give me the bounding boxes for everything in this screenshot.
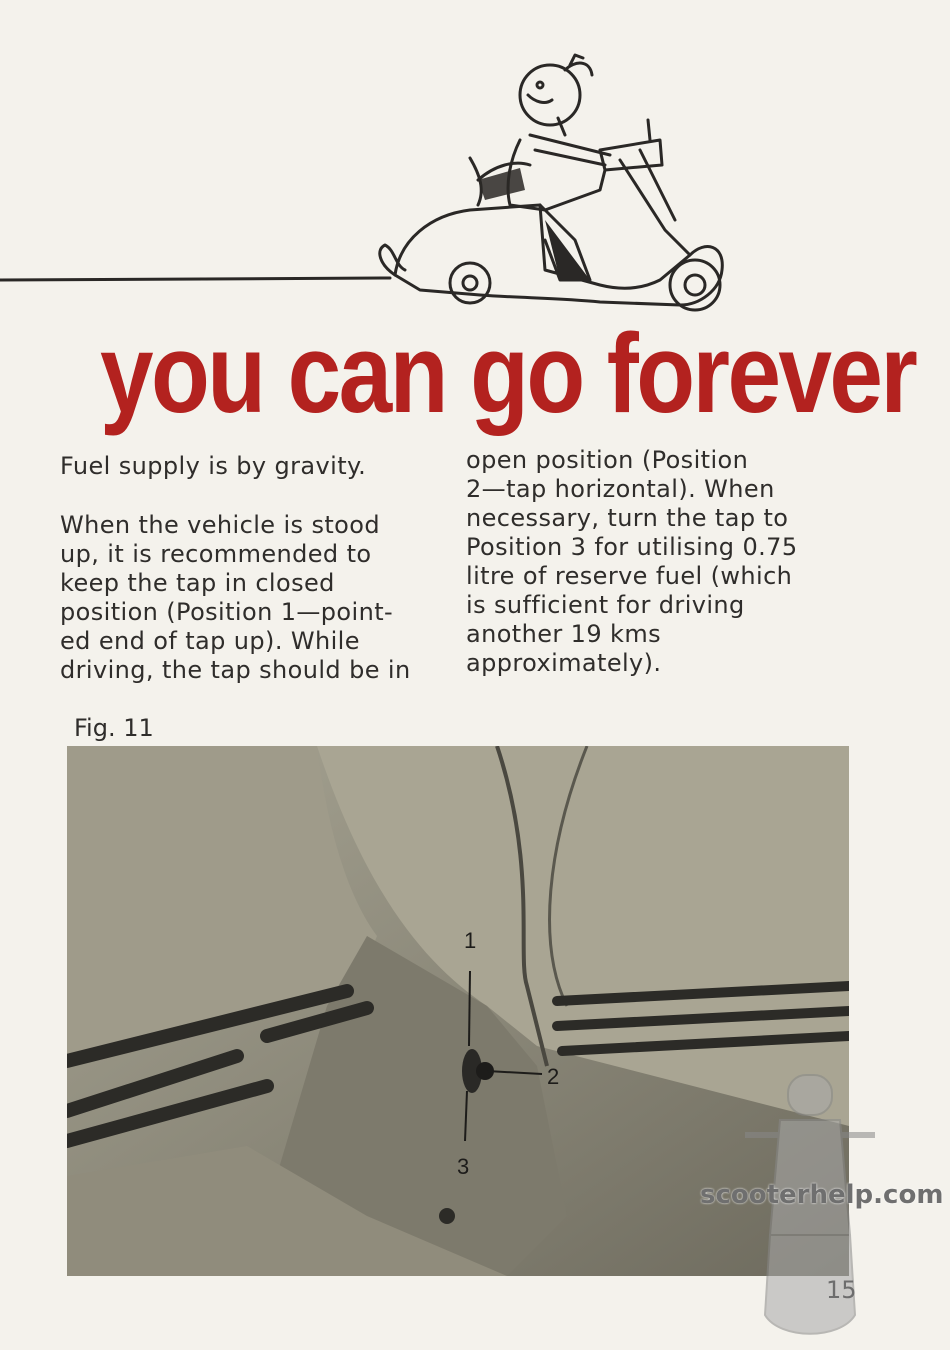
right-column bbox=[466, 446, 846, 678]
text-line: litre of reserve fuel (which bbox=[466, 562, 793, 590]
text-line: necessary, turn the tap to bbox=[466, 504, 789, 532]
page-number: 15 bbox=[826, 1276, 857, 1304]
text-line: ed end of tap up). While bbox=[60, 627, 360, 655]
text-line: approximately). bbox=[466, 649, 662, 677]
website-watermark: scooterhelp.com bbox=[700, 1180, 944, 1210]
callout-2: 2 bbox=[547, 1064, 560, 1089]
text-line: driving, the tap should be in bbox=[60, 656, 411, 684]
text-line: open position (Position bbox=[466, 446, 749, 474]
text-line: is sufficient for driving bbox=[466, 591, 745, 619]
gravity-paragraph: Fuel supply is by gravity. bbox=[60, 452, 367, 480]
text-line: another 19 kms bbox=[466, 620, 662, 648]
scooter-rider-illustration bbox=[0, 40, 950, 340]
text-line: 2—tap horizontal). When bbox=[466, 475, 775, 503]
text-line: When the vehicle is stood bbox=[60, 511, 380, 539]
text-line: position (Position 1—point- bbox=[60, 598, 394, 626]
callout-1: 1 bbox=[464, 928, 477, 953]
figure-label: Fig. 11 bbox=[74, 714, 154, 742]
page-headline: you can go forever bbox=[100, 311, 916, 436]
callout-3: 3 bbox=[457, 1154, 470, 1179]
left-column bbox=[60, 452, 440, 685]
text-line: keep the tap in closed bbox=[60, 569, 335, 597]
tap-position-paragraph bbox=[60, 511, 440, 685]
text-line: Position 3 for utilising 0.75 bbox=[466, 533, 798, 561]
text-line: up, it is recommended to bbox=[60, 540, 372, 568]
